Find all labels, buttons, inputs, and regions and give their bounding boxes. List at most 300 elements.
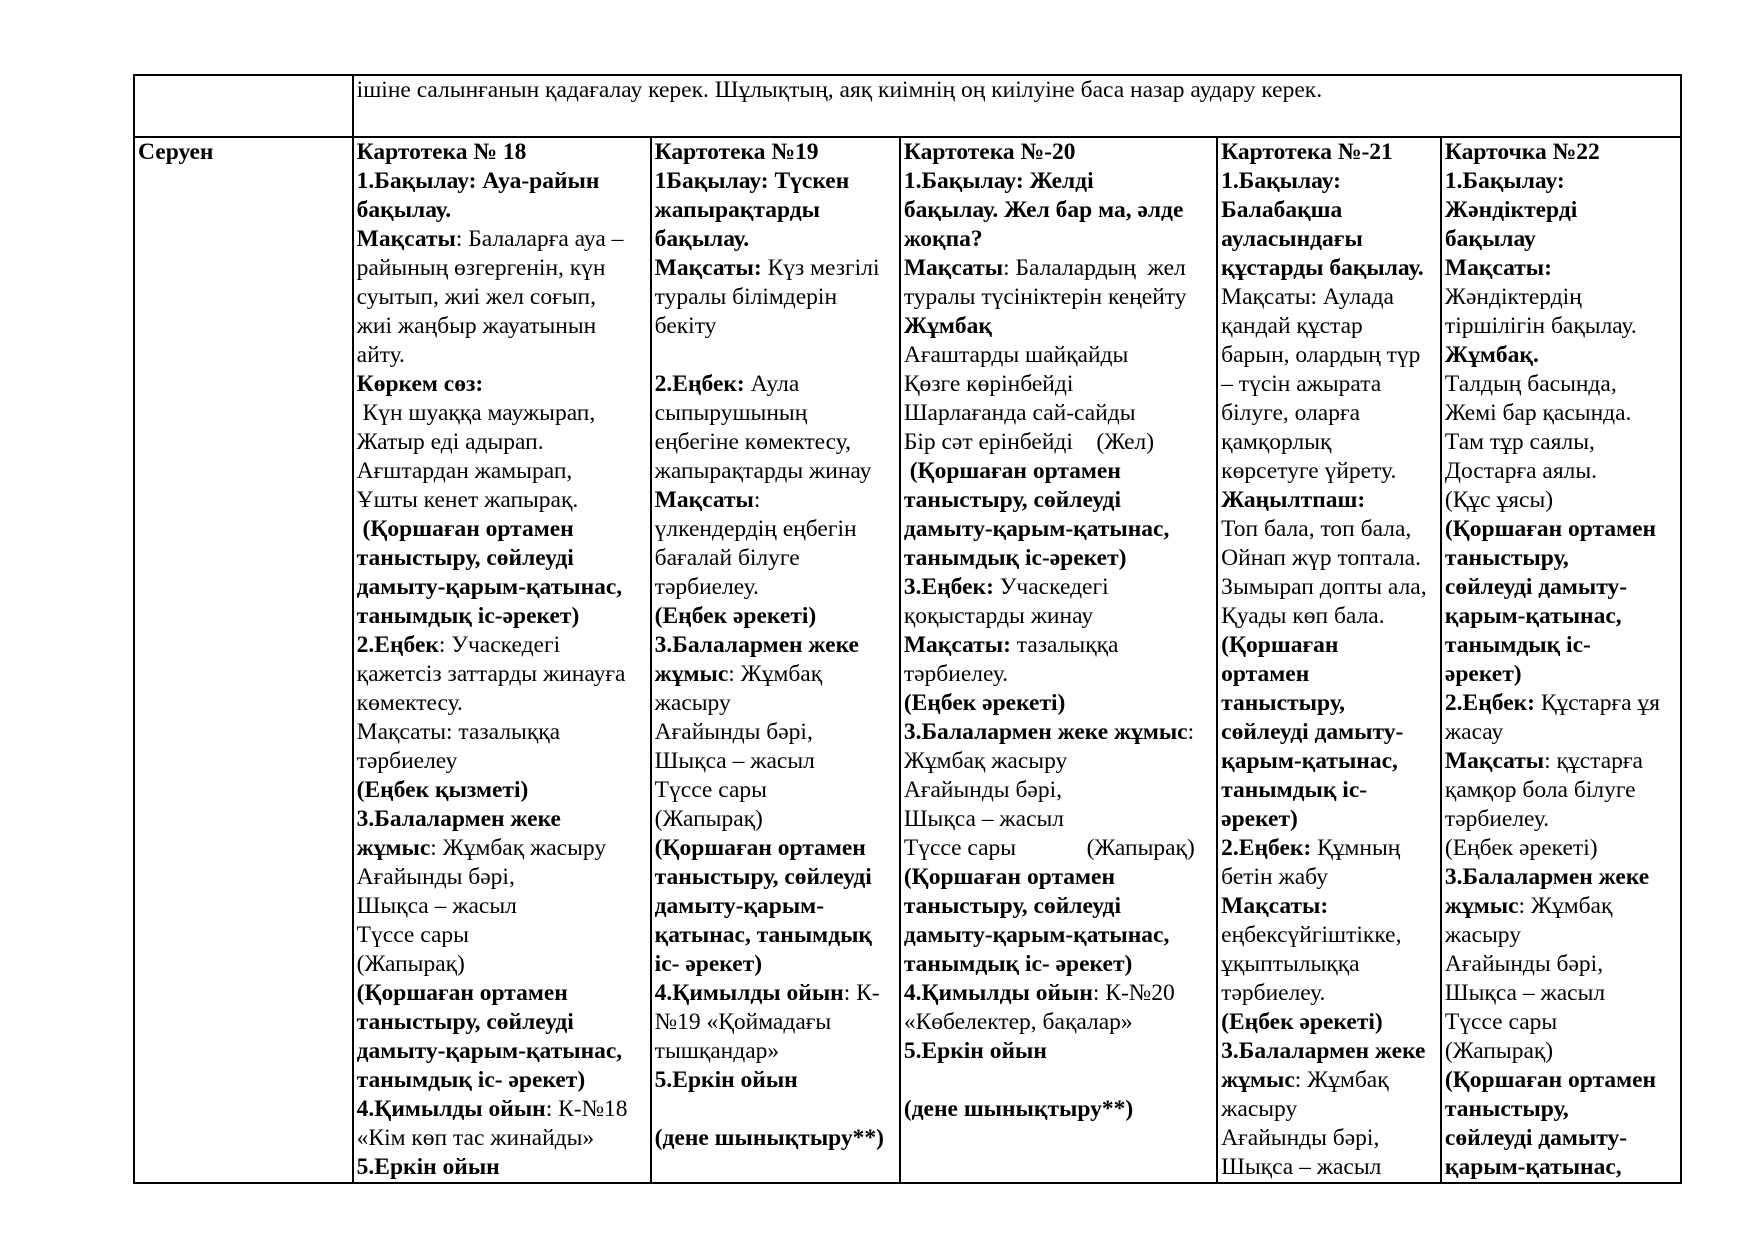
card-text: : құстарға xyxy=(1544,748,1643,774)
card-text: Достарға аялы. xyxy=(1444,458,1598,484)
card-line xyxy=(357,602,650,631)
card-text: сөйлеуді дамыту- xyxy=(1221,719,1404,745)
card-text: Түссе сары xyxy=(356,922,469,948)
card-text: Мақсаты: тазалыққа xyxy=(356,719,561,745)
card-line xyxy=(1221,1037,1440,1066)
card-line xyxy=(655,776,899,805)
card-text: ауласындағы xyxy=(1221,226,1363,252)
card-text: Мақсаты: xyxy=(903,632,1011,658)
card-line xyxy=(1221,776,1440,805)
card-text: : Учаскедегі xyxy=(438,632,561,658)
card-line xyxy=(655,138,899,167)
card-line xyxy=(1221,225,1440,254)
card-line xyxy=(357,138,650,167)
card-line xyxy=(904,341,1216,370)
card-line xyxy=(655,863,899,892)
card-line xyxy=(1221,1124,1440,1153)
card-line xyxy=(904,573,1216,602)
card-line xyxy=(1445,950,1680,979)
card-line xyxy=(655,225,899,254)
card-line xyxy=(655,892,899,921)
card-line xyxy=(1221,689,1440,718)
card-cell-22 xyxy=(1441,137,1681,1183)
card-text: Мақсаты xyxy=(1444,748,1545,774)
card-text: 1.Бақылау: xyxy=(1444,168,1565,194)
card-line xyxy=(1221,138,1440,167)
card-line xyxy=(904,660,1216,689)
card-line xyxy=(357,515,650,544)
card-text: Мақсаты: xyxy=(654,255,762,281)
card-line xyxy=(904,283,1216,312)
card-line xyxy=(655,805,899,834)
card-line xyxy=(357,1066,650,1095)
card-text: Учаскедегі xyxy=(993,574,1109,600)
card-text: 3.Балалармен жеке жұмыс xyxy=(903,719,1188,745)
card-text: бетін жабу xyxy=(1221,864,1328,890)
card-text: Ағайынды бәрі, xyxy=(654,719,813,745)
card-line xyxy=(357,718,650,747)
card-line xyxy=(1221,1066,1440,1095)
card-text: бекіту xyxy=(654,313,717,339)
card-text: көмектесу. xyxy=(356,690,463,716)
card-text: тіршілігін бақылау. xyxy=(1444,313,1637,339)
card-text: бақылау. Жел бар ма, әлде xyxy=(903,197,1184,223)
card-line xyxy=(1221,370,1440,399)
card-text: Ағаштарды шайқайды xyxy=(903,342,1129,368)
card-line xyxy=(1445,573,1680,602)
card-line xyxy=(1445,341,1680,370)
card-text: тәрбиелеу. xyxy=(654,574,759,600)
card-text: Ағайынды бәрі, xyxy=(903,777,1062,803)
card-line xyxy=(1445,921,1680,950)
card-line xyxy=(655,341,899,370)
card-line xyxy=(357,950,650,979)
card-line xyxy=(1221,892,1440,921)
card-line xyxy=(357,921,650,950)
card-text: Жұмбақ. xyxy=(1444,342,1539,368)
card-line xyxy=(904,225,1216,254)
card-text: дамыту-қарым-қатынас, xyxy=(356,574,623,600)
card-line xyxy=(904,167,1216,196)
card-text: 1.Бақылау: Желді xyxy=(903,168,1094,194)
continued-text-cell xyxy=(353,75,1681,137)
card-cell-18 xyxy=(353,137,651,1183)
card-text: (Қоршаған ортамен xyxy=(654,835,866,861)
card-text: дамыту-қарым-қатынас, xyxy=(903,922,1170,948)
card-line xyxy=(357,283,650,312)
card-line xyxy=(904,457,1216,486)
card-text: 4.Қимылды ойын xyxy=(654,980,844,1006)
card-line xyxy=(1445,544,1680,573)
card-text: 4.Қимылды ойын xyxy=(903,980,1093,1006)
card-line xyxy=(1445,399,1680,428)
card-text: «Көбелектер, бақалар» xyxy=(903,1009,1133,1035)
card-text: 3.Балалармен жеке xyxy=(1444,864,1650,890)
card-text: танымдық іс- xyxy=(1444,632,1591,658)
card-line xyxy=(904,689,1216,718)
card-text: Түссе сары xyxy=(1444,1009,1558,1035)
card-line xyxy=(357,312,650,341)
card-text: дамыту-қарым-қатынас, xyxy=(356,1038,623,1064)
card-line xyxy=(1221,283,1440,312)
card-text: танымдық іс- xyxy=(1221,777,1368,803)
card-text: қарым-қатынас, xyxy=(1221,748,1398,774)
card-text: (Еңбек әрекеті) xyxy=(1444,835,1598,861)
card-line xyxy=(1221,1095,1440,1124)
card-text: суытып, жиі жел соғып, xyxy=(356,284,596,310)
card-line xyxy=(655,718,899,747)
card-line xyxy=(1445,283,1680,312)
card-text: таныстыру, сөйлеуді xyxy=(654,864,872,890)
card-line xyxy=(655,1037,899,1066)
card-text: туралы білімдерін xyxy=(654,284,838,310)
card-text: Талдың басында, xyxy=(1444,371,1617,397)
card-text: жұмыс xyxy=(654,661,729,687)
card-line xyxy=(1221,486,1440,515)
card-text: 5.Еркін ойын xyxy=(903,1038,1047,1064)
card-line xyxy=(904,1037,1216,1066)
card-text: (Еңбек әрекеті) xyxy=(1221,1009,1383,1035)
card-line xyxy=(655,283,899,312)
card-line xyxy=(904,428,1216,457)
card-line xyxy=(357,1095,650,1124)
card-text: 5.Еркін ойын xyxy=(654,1067,798,1093)
row-label-cell xyxy=(134,137,353,1183)
card-line xyxy=(1221,921,1440,950)
card-text: Шықса – жасыл xyxy=(903,806,1065,832)
card-text: (Қоршаған ортамен xyxy=(356,980,568,1006)
card-text: Картотека № 18 xyxy=(356,139,527,165)
card-line xyxy=(904,515,1216,544)
card-text: таныстыру, сөйлеуді xyxy=(356,545,574,571)
card-text: (Құс ұясы) xyxy=(1444,487,1554,513)
card-line xyxy=(655,457,899,486)
card-line xyxy=(1445,196,1680,225)
card-text: (Қоршаған ортамен xyxy=(903,864,1116,890)
card-line xyxy=(655,196,899,225)
card-line xyxy=(904,602,1216,631)
card-text: : К-№18 xyxy=(545,1096,628,1122)
card-line xyxy=(1445,660,1680,689)
card-line xyxy=(1445,1124,1680,1153)
card-text: Шықса – жасыл xyxy=(654,748,815,774)
card-line xyxy=(904,776,1216,805)
card-line xyxy=(1445,776,1680,805)
card-line xyxy=(357,892,650,921)
card-line xyxy=(1221,631,1440,660)
card-text: танымдық іс-әрекет) xyxy=(903,545,1127,571)
card-text: қарым-қатынас, xyxy=(1444,603,1622,629)
card-text: 3.Балалармен жеке xyxy=(1221,1038,1426,1064)
card-line xyxy=(357,428,650,457)
card-text: (Еңбек әрекеті) xyxy=(903,690,1066,716)
card-text: қарым-қатынас, xyxy=(1444,1154,1622,1180)
card-line xyxy=(904,1066,1216,1095)
card-line xyxy=(1221,544,1440,573)
card-text: : К-№20 xyxy=(1092,980,1175,1006)
card-line xyxy=(655,312,899,341)
table-row xyxy=(134,75,1681,137)
daily-plan-table xyxy=(133,74,1682,1184)
card-line xyxy=(1221,718,1440,747)
card-line xyxy=(357,631,650,660)
card-text: Түссе сары xyxy=(654,777,767,803)
card-line xyxy=(655,167,899,196)
card-text: дамыту-қарым- xyxy=(654,893,825,919)
card-line xyxy=(1445,138,1680,167)
card-line xyxy=(655,1124,899,1153)
card-text: Күз мезгілі xyxy=(761,255,880,281)
card-text: Шарлағанда сай-сайды xyxy=(903,400,1136,426)
card-text: әрекет) xyxy=(1444,661,1522,687)
card-line xyxy=(357,805,650,834)
card-text: бақылау. xyxy=(654,226,750,252)
card-line xyxy=(1445,1037,1680,1066)
card-text: туралы түсініктерін кеңейту xyxy=(903,284,1187,310)
card-text: таныстыру, сөйлеуді xyxy=(356,1009,574,1035)
card-line xyxy=(655,515,899,544)
card-text: 1.Бақылау: xyxy=(1221,168,1341,194)
card-line xyxy=(1445,834,1680,863)
card-text: тазалыққа xyxy=(1010,632,1119,658)
card-text: Құстарға ұя xyxy=(1535,690,1660,716)
card-line xyxy=(904,747,1216,776)
card-text: Мақсаты xyxy=(356,226,456,252)
card-line xyxy=(1221,515,1440,544)
card-text: Картотека №-20 xyxy=(903,139,1076,165)
card-text: : Балаларға ауа – xyxy=(455,226,624,252)
card-text: 2.Еңбек: xyxy=(654,371,745,397)
card-line xyxy=(357,834,650,863)
card-text: (Жапырақ) xyxy=(1444,1038,1554,1064)
card-text: : Жұмбақ xyxy=(728,661,823,687)
card-text: Мақсаты: Аулада xyxy=(1221,284,1394,310)
card-line xyxy=(1221,428,1440,457)
card-line xyxy=(904,486,1216,515)
card-line xyxy=(904,312,1216,341)
card-text: бақылау. xyxy=(356,197,452,223)
card-line xyxy=(904,921,1216,950)
card-text: Ағайынды бәрі, xyxy=(356,864,515,890)
card-line xyxy=(1445,863,1680,892)
card-text: сөйлеуді дамыту- xyxy=(1444,1125,1628,1151)
card-line xyxy=(357,1153,650,1182)
card-text: : Жұмбақ xyxy=(1294,1067,1389,1093)
card-line xyxy=(655,254,899,283)
card-line xyxy=(655,486,899,515)
card-line xyxy=(655,573,899,602)
card-text: жұмыс xyxy=(1444,893,1519,919)
card-text: Карточка №22 xyxy=(1444,139,1600,165)
card-line xyxy=(357,167,650,196)
card-line xyxy=(904,863,1216,892)
card-line xyxy=(655,1066,899,1095)
card-text: : Балалардың жел xyxy=(1003,255,1186,281)
card-line xyxy=(1221,1008,1440,1037)
card-line xyxy=(1445,631,1680,660)
card-text: дамыту-қарым-қатынас, xyxy=(903,516,1170,542)
card-line xyxy=(1221,254,1440,283)
card-line xyxy=(1445,254,1680,283)
card-line xyxy=(1221,312,1440,341)
card-line xyxy=(1221,863,1440,892)
card-line xyxy=(1445,979,1680,1008)
card-line xyxy=(904,1095,1216,1124)
card-line xyxy=(904,254,1216,283)
card-text: таныстыру, xyxy=(1444,545,1569,571)
card-line xyxy=(357,1124,650,1153)
card-text: 2.Еңбек: xyxy=(1221,835,1312,861)
card-cell-19 xyxy=(651,137,900,1183)
table-row xyxy=(134,137,1681,1183)
card-text: бағалай білуге xyxy=(654,545,800,571)
card-text: (Қоршаған ортамен xyxy=(1444,1067,1657,1093)
card-text: Шықса – жасыл xyxy=(1444,980,1606,1006)
card-text: құстарды бақылау. xyxy=(1221,255,1424,281)
card-text: Түссе сары (Жапырақ) xyxy=(903,835,1195,861)
card-line xyxy=(357,254,650,283)
card-line xyxy=(655,950,899,979)
card-text: айту. xyxy=(356,342,405,368)
card-line xyxy=(904,399,1216,428)
card-text: 1Бақылау: Түскен xyxy=(654,168,850,194)
card-text: еңбексүйгіштікке, xyxy=(1221,922,1402,948)
card-line xyxy=(655,660,899,689)
card-line xyxy=(1221,167,1440,196)
card-text: Зымырап допты ала, xyxy=(1221,574,1427,600)
card-line xyxy=(357,689,650,718)
card-line xyxy=(357,776,650,805)
card-line xyxy=(904,892,1216,921)
card-text: Жемі бар қасында. xyxy=(1444,400,1632,426)
card-text: жапырақтарды xyxy=(654,197,820,223)
card-line xyxy=(655,747,899,776)
card-line xyxy=(1221,399,1440,428)
row-label-cell-empty xyxy=(134,75,353,137)
card-text: (Еңбек қызметі) xyxy=(356,777,529,803)
card-line xyxy=(357,863,650,892)
card-text: қоқыстарды жинау xyxy=(903,603,1094,629)
card-line xyxy=(1221,602,1440,631)
card-text: таныстыру, сөйлеуді xyxy=(903,487,1121,513)
card-text: жасыру xyxy=(1444,922,1521,948)
card-line xyxy=(904,544,1216,573)
card-text: Балабақша xyxy=(1221,197,1343,223)
card-line xyxy=(1445,892,1680,921)
card-text: (Қоршаған ортамен xyxy=(1444,516,1657,542)
card-text: Жәндіктердің xyxy=(1444,284,1582,310)
card-line xyxy=(357,1037,650,1066)
card-line xyxy=(904,1008,1216,1037)
card-text: қажетсіз заттарды жинауға xyxy=(356,661,626,687)
card-line xyxy=(357,486,650,515)
card-line xyxy=(1221,660,1440,689)
card-line xyxy=(1445,1008,1680,1037)
card-text: Бір сәт ерінбейді (Жел) xyxy=(903,429,1155,455)
card-line xyxy=(655,370,899,399)
card-text: 2.Еңбек xyxy=(356,632,439,658)
card-text: Мақсаты xyxy=(654,487,754,513)
card-text: : xyxy=(753,487,761,513)
card-text: Жұмбақ xyxy=(903,313,992,339)
card-text: (Жапырақ) xyxy=(356,951,465,977)
card-line xyxy=(357,979,650,1008)
card-line xyxy=(1445,370,1680,399)
card-text: ортамен xyxy=(1221,661,1310,687)
card-text: «Кім көп тас жинайды» xyxy=(356,1125,595,1151)
card-text: әрекет) xyxy=(1221,806,1298,832)
card-text: Қөзге көрінбейді xyxy=(903,371,1074,397)
card-text: бақылау xyxy=(1444,226,1536,252)
card-line xyxy=(1445,312,1680,341)
card-text: қамқорлық xyxy=(1221,429,1332,455)
card-text: 5.Еркін ойын xyxy=(356,1154,500,1180)
card-text: сыпырушының xyxy=(654,400,808,426)
card-line xyxy=(1445,1066,1680,1095)
card-text: Шықса – жасыл xyxy=(356,893,517,919)
card-line xyxy=(1221,979,1440,1008)
card-line xyxy=(904,370,1216,399)
card-text: Ойнап жүр топтала. xyxy=(1221,545,1421,571)
card-line xyxy=(357,341,650,370)
card-line xyxy=(1221,457,1440,486)
card-text: Мақсаты xyxy=(903,255,1004,281)
card-text: таныстыру, сөйлеуді xyxy=(903,893,1121,919)
card-line xyxy=(1221,196,1440,225)
card-text: 2.Еңбек: xyxy=(1444,690,1535,716)
card-text: Қуады көп бала. xyxy=(1221,603,1385,629)
card-text: таныстыру, xyxy=(1444,1096,1569,1122)
card-text: (Қоршаған ортамен xyxy=(903,458,1121,484)
card-text: райының өзгергенін, күн xyxy=(356,255,606,281)
card-text: : К- xyxy=(843,980,880,1006)
card-line xyxy=(1445,602,1680,631)
card-line xyxy=(1221,747,1440,776)
card-line xyxy=(655,544,899,573)
card-text: 3.Еңбек: xyxy=(903,574,994,600)
card-text: жиі жаңбыр жауатынын xyxy=(356,313,597,339)
card-cell-20 xyxy=(900,137,1217,1183)
card-line xyxy=(655,921,899,950)
card-line xyxy=(357,399,650,428)
card-text: Мақсаты: xyxy=(1444,255,1552,281)
card-text: (дене шынықтыру**) xyxy=(903,1096,1134,1122)
card-text: 4.Қимылды ойын xyxy=(356,1096,546,1122)
card-line xyxy=(1221,805,1440,834)
card-line xyxy=(357,225,650,254)
card-text: (Қоршаған xyxy=(1221,632,1339,658)
card-line xyxy=(655,689,899,718)
card-line xyxy=(357,660,650,689)
card-text: Жатыр еді адырап. xyxy=(356,429,544,455)
card-text: тышқандар» xyxy=(654,1038,780,1064)
card-line xyxy=(357,747,650,776)
card-line xyxy=(1445,515,1680,544)
card-text: сөйлеуді дамыту- xyxy=(1444,574,1628,600)
card-text: Картотека №19 xyxy=(654,139,819,165)
card-text: таныстыру, xyxy=(1221,690,1345,716)
card-text: тәрбиелеу. xyxy=(1444,806,1550,832)
card-text: (Жапырақ) xyxy=(654,806,763,832)
card-text: іс- әрекет) xyxy=(654,951,763,977)
continued-text: ішіне салынғанын қадағалау керек. Шұлықтың, аяқ киімнің оң киілуіне баса назар аудару керек. xyxy=(356,77,1323,103)
card-line xyxy=(655,1008,899,1037)
card-line xyxy=(904,138,1216,167)
card-line xyxy=(904,718,1216,747)
card-line xyxy=(1445,428,1680,457)
card-line xyxy=(357,544,650,573)
card-line xyxy=(1445,1095,1680,1124)
